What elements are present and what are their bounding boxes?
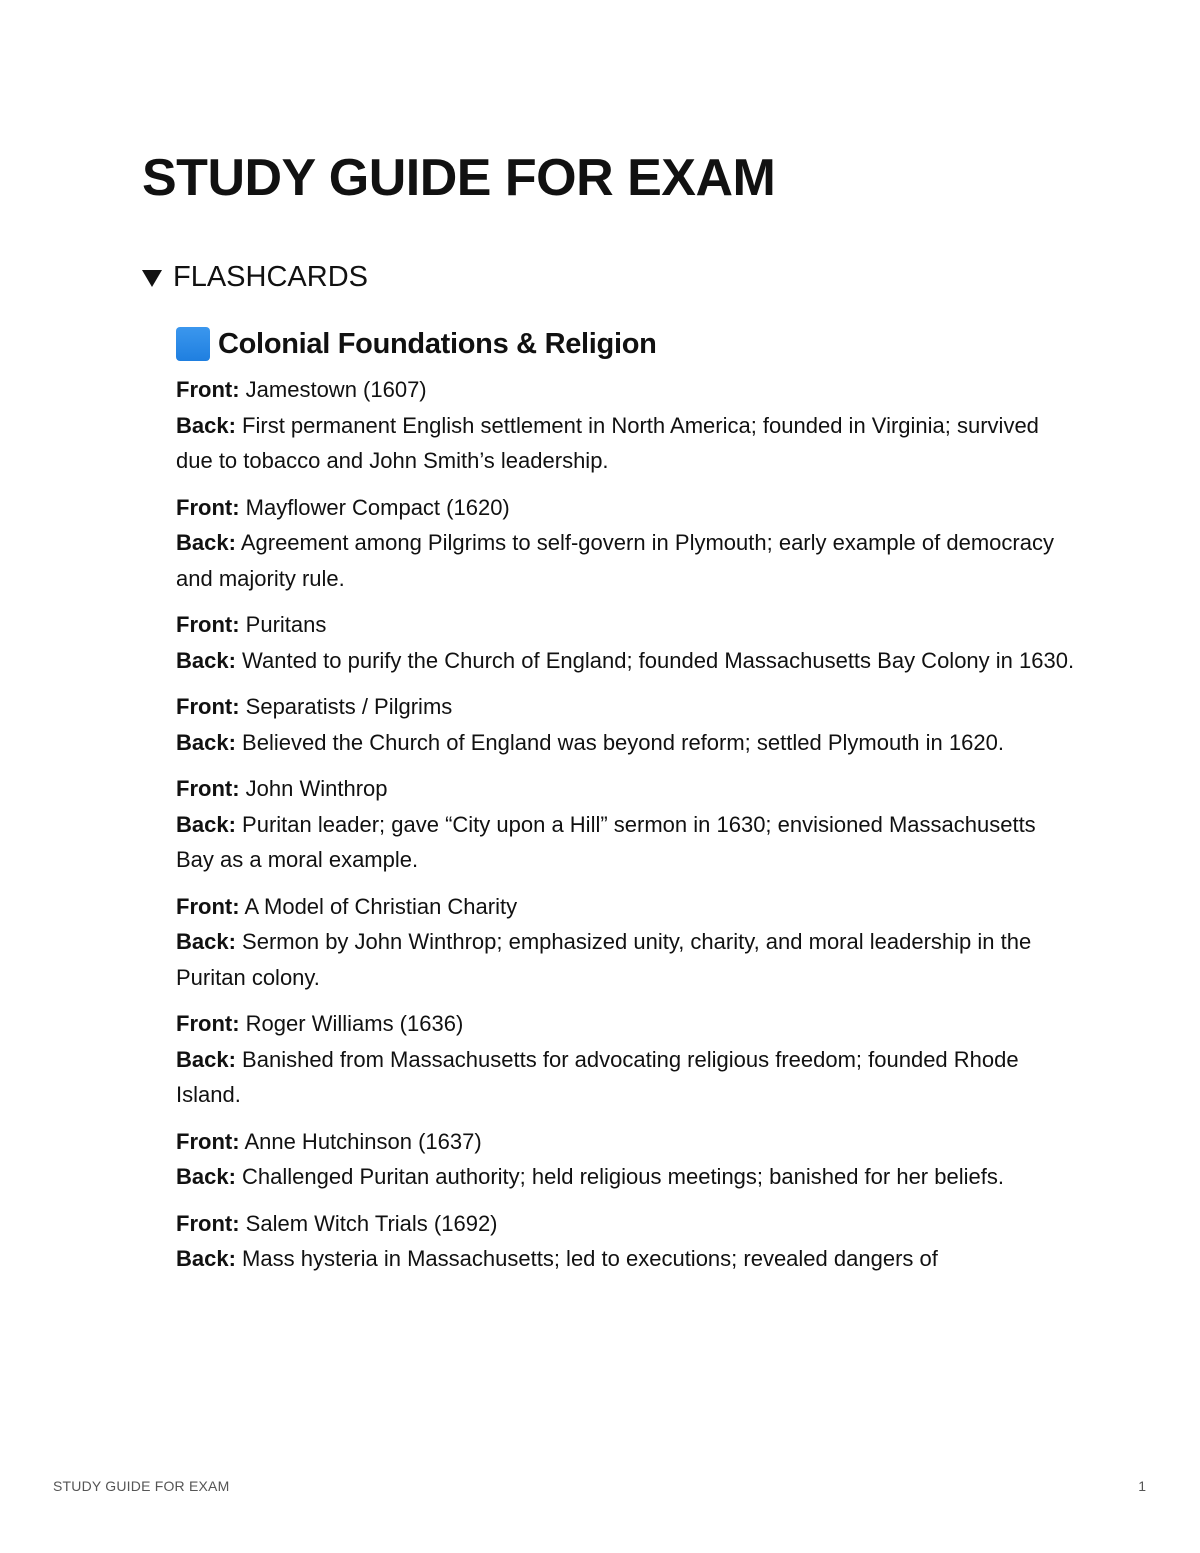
section-heading bbox=[176, 324, 657, 364]
back-label: Back: bbox=[176, 647, 236, 673]
flashcard-list bbox=[176, 372, 1076, 1288]
flashcard-back bbox=[176, 725, 1076, 761]
footer-page-number: 1 bbox=[1138, 1478, 1146, 1494]
flashcard-front bbox=[176, 372, 1076, 408]
flashcard bbox=[176, 607, 1076, 678]
flashcard-back bbox=[176, 1042, 1076, 1113]
back-text: Agreement among Pilgrims to self-govern in Plymouth; early example of democracy and majority rule. bbox=[176, 530, 1054, 591]
flashcard bbox=[176, 372, 1076, 479]
flashcard bbox=[176, 1006, 1076, 1113]
flashcard-front bbox=[176, 1124, 1076, 1160]
flashcard-front bbox=[176, 490, 1076, 526]
flashcard bbox=[176, 1124, 1076, 1195]
back-label: Back: bbox=[176, 1046, 236, 1072]
front-text: Salem Witch Trials (1692) bbox=[245, 1210, 498, 1236]
front-text: Anne Hutchinson (1637) bbox=[244, 1128, 482, 1154]
flashcard-front bbox=[176, 889, 1076, 925]
back-label: Back: bbox=[176, 811, 236, 837]
flashcard-back bbox=[176, 643, 1076, 679]
back-label: Back: bbox=[176, 1246, 236, 1271]
back-text: Sermon by John Winthrop; emphasized unity, charity, and moral leadership in the Puritan colony. bbox=[176, 929, 1032, 990]
flashcard-front bbox=[176, 607, 1076, 643]
page-title: STUDY GUIDE FOR EXAM bbox=[142, 149, 776, 207]
front-label: Front: bbox=[176, 1128, 240, 1154]
flashcards-toggle-label: FLASHCARDS bbox=[173, 261, 368, 293]
front-label: Front: bbox=[176, 694, 240, 719]
front-text: John Winthrop bbox=[245, 776, 388, 801]
front-text: Separatists / Pilgrims bbox=[245, 694, 453, 719]
flashcards-toggle[interactable] bbox=[142, 258, 368, 296]
back-text: First permanent English settlement in North America; founded in Virginia; survived due to tobacco and John Smith’s leadership. bbox=[176, 412, 1039, 473]
back-label: Back: bbox=[176, 1164, 236, 1189]
triangle-down-icon[interactable] bbox=[142, 270, 162, 287]
back-text: Challenged Puritan authority; held religious meetings; banished for her beliefs. bbox=[242, 1164, 1004, 1189]
back-text: Wanted to purify the Church of England; founded Massachusetts Bay Colony in 1630. bbox=[242, 647, 1075, 673]
flashcard-back bbox=[176, 924, 1076, 995]
front-label: Front: bbox=[176, 377, 240, 402]
flashcard-front bbox=[176, 1006, 1076, 1042]
flashcard bbox=[176, 490, 1076, 597]
front-label: Front: bbox=[176, 494, 240, 520]
front-label: Front: bbox=[176, 1210, 240, 1236]
back-text: Mass hysteria in Massachusetts; led to executions; revealed dangers of bbox=[242, 1246, 938, 1271]
flashcard bbox=[176, 771, 1076, 878]
back-label: Back: bbox=[176, 530, 236, 555]
footer-title: STUDY GUIDE FOR EXAM bbox=[53, 1478, 230, 1494]
blue-square-icon bbox=[176, 327, 210, 361]
section-heading-text: Colonial Foundations & Religion bbox=[218, 328, 657, 360]
flashcard-front bbox=[176, 689, 1076, 725]
back-label: Back: bbox=[176, 729, 236, 755]
back-label: Back: bbox=[176, 929, 236, 954]
back-label: Back: bbox=[176, 412, 236, 438]
front-text: Roger Williams (1636) bbox=[245, 1011, 464, 1036]
flashcard-front bbox=[176, 1206, 1076, 1242]
back-text: Puritan leader; gave “City upon a Hill” sermon in 1630; envisioned Massachusetts Bay as a moral example. bbox=[176, 811, 1036, 872]
front-text: Puritans bbox=[245, 612, 327, 637]
front-label: Front: bbox=[176, 893, 240, 919]
flashcard-back bbox=[176, 525, 1076, 596]
flashcard bbox=[176, 1206, 1076, 1277]
flashcard-back bbox=[176, 807, 1076, 878]
flashcard-back bbox=[176, 1159, 1076, 1195]
front-label: Front: bbox=[176, 612, 240, 637]
flashcard bbox=[176, 689, 1076, 760]
back-text: Banished from Massachusetts for advocating religious freedom; founded Rhode Island. bbox=[176, 1046, 1019, 1107]
front-text: Mayflower Compact (1620) bbox=[245, 494, 510, 520]
flashcard-front bbox=[176, 771, 1076, 807]
front-text: A Model of Christian Charity bbox=[244, 893, 518, 919]
flashcard-back bbox=[176, 408, 1076, 479]
front-text: Jamestown (1607) bbox=[245, 377, 427, 402]
flashcard bbox=[176, 889, 1076, 996]
front-label: Front: bbox=[176, 1011, 240, 1036]
back-text: Believed the Church of England was beyond reform; settled Plymouth in 1620. bbox=[242, 729, 1004, 755]
front-label: Front: bbox=[176, 776, 240, 801]
flashcard-back bbox=[176, 1241, 1076, 1277]
